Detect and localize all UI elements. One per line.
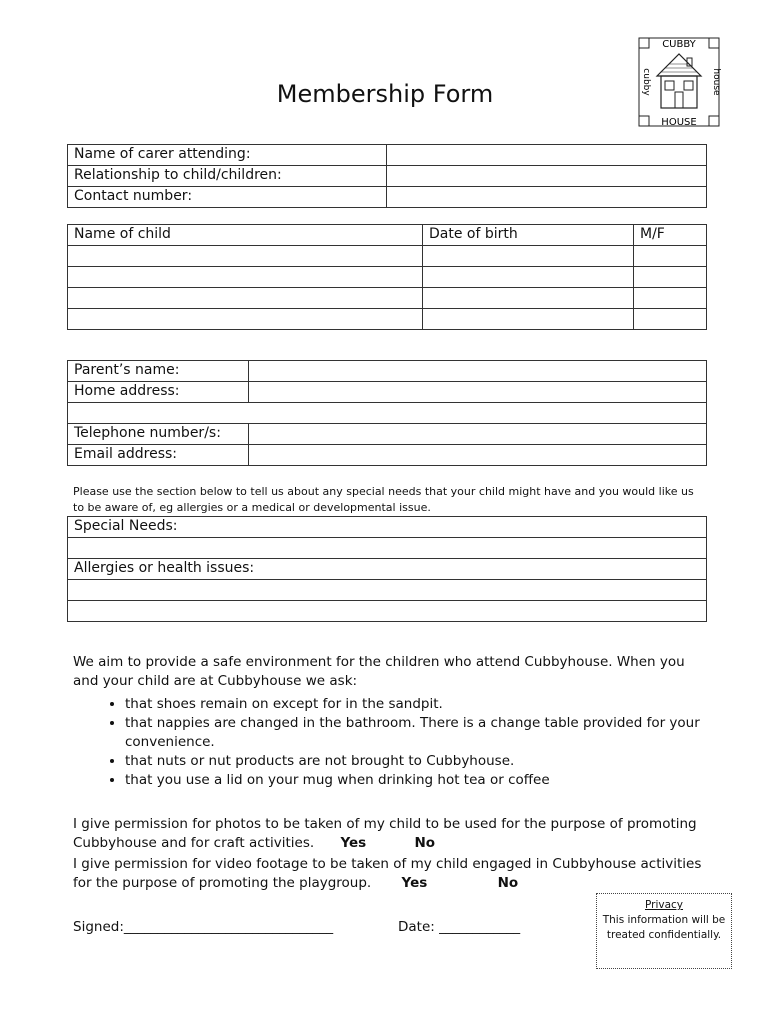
svg-text:house: house [711, 68, 721, 96]
privacy-notice [596, 893, 732, 969]
table-row [68, 267, 707, 288]
list-item: • that you use a lid on your mug when drinking hot tea or coffee [125, 771, 755, 790]
photo-no-option[interactable]: No [414, 835, 436, 851]
special-needs-table [67, 516, 707, 622]
privacy-heading: Privacy [644, 899, 684, 911]
dob-field[interactable] [423, 267, 634, 288]
video-permission [73, 855, 703, 893]
home-address-field-2[interactable] [68, 403, 707, 424]
relationship-label: Relationship to child/children: [68, 166, 387, 187]
child-name-field[interactable] [68, 267, 423, 288]
child-name-field[interactable] [68, 309, 423, 330]
child-name-field[interactable] [68, 246, 423, 267]
child-name-header: Name of child [68, 225, 423, 246]
dob-field[interactable] [423, 246, 634, 267]
allergies-field-2[interactable] [68, 601, 707, 622]
special-needs-intro: Please use the section below to tell us about any special needs that your child might have and you would like us to be aware of, eg allergies or a medical or developmental issue. [73, 485, 694, 514]
page-title: Membership Form [276, 80, 494, 108]
telephone-label: Telephone number/s: [68, 424, 249, 445]
home-address-field[interactable] [249, 382, 707, 403]
children-table [67, 224, 707, 330]
privacy-body: This information will be treated confidentially. [602, 914, 726, 941]
sex-field[interactable] [634, 288, 707, 309]
video-permission-text: I give permission for video footage to be taken of my child engaged in Cubbyhouse activities for the purpose of promoting the playgroup. [73, 856, 702, 891]
telephone-field[interactable] [249, 424, 707, 445]
safety-intro: We aim to provide a safe environment for the children who attend Cubbyhouse. When you and your child are at Cubbyhouse we ask: [73, 654, 685, 689]
email-label: Email address: [68, 445, 249, 466]
photo-permission [73, 815, 703, 853]
child-name-field[interactable] [68, 288, 423, 309]
sex-field[interactable] [634, 246, 707, 267]
special-needs-field[interactable] [68, 538, 707, 559]
table-row [68, 288, 707, 309]
parent-table [67, 360, 707, 466]
date-line[interactable]: Date: ____________ [398, 919, 521, 935]
allergies-field[interactable] [68, 580, 707, 601]
sex-field[interactable] [634, 309, 707, 330]
photo-permission-text: I give permission for photos to be taken of my child to be used for the purpose of promoting Cubbyhouse and for craft activities. [73, 816, 697, 851]
dob-field[interactable] [423, 288, 634, 309]
carer-name-label: Name of carer attending: [68, 145, 387, 166]
parent-name-field[interactable] [249, 361, 707, 382]
carer-name-field[interactable] [387, 145, 707, 166]
photo-yes-option[interactable]: Yes [340, 835, 367, 851]
list-item: • that shoes remain on except for in the sandpit. [125, 695, 755, 714]
dob-field[interactable] [423, 309, 634, 330]
list-item: • that nappies are changed in the bathroom. There is a change table provided for your convenience. [125, 714, 755, 752]
home-address-label: Home address: [68, 382, 249, 403]
allergies-label: Allergies or health issues: [68, 559, 707, 580]
carer-table [67, 144, 707, 208]
video-no-option[interactable]: No [497, 875, 519, 891]
svg-text:HOUSE: HOUSE [661, 117, 697, 128]
dob-header: Date of birth [423, 225, 634, 246]
table-row [68, 246, 707, 267]
video-yes-option[interactable]: Yes [401, 875, 428, 891]
sex-field[interactable] [634, 267, 707, 288]
email-field[interactable] [249, 445, 707, 466]
svg-text:CUBBY: CUBBY [662, 39, 696, 50]
contact-number-label: Contact number: [68, 187, 387, 208]
sex-header: M/F [634, 225, 707, 246]
relationship-field[interactable] [387, 166, 707, 187]
special-needs-label: Special Needs: [68, 517, 707, 538]
signature-line[interactable]: Signed:_______________________________ [73, 919, 334, 935]
parent-name-label: Parent’s name: [68, 361, 249, 382]
list-item: • that nuts or nut products are not brought to Cubbyhouse. [125, 752, 755, 771]
contact-number-field[interactable] [387, 187, 707, 208]
table-row [68, 309, 707, 330]
svg-text:cubby: cubby [641, 68, 651, 96]
safety-rules-list [75, 695, 755, 790]
